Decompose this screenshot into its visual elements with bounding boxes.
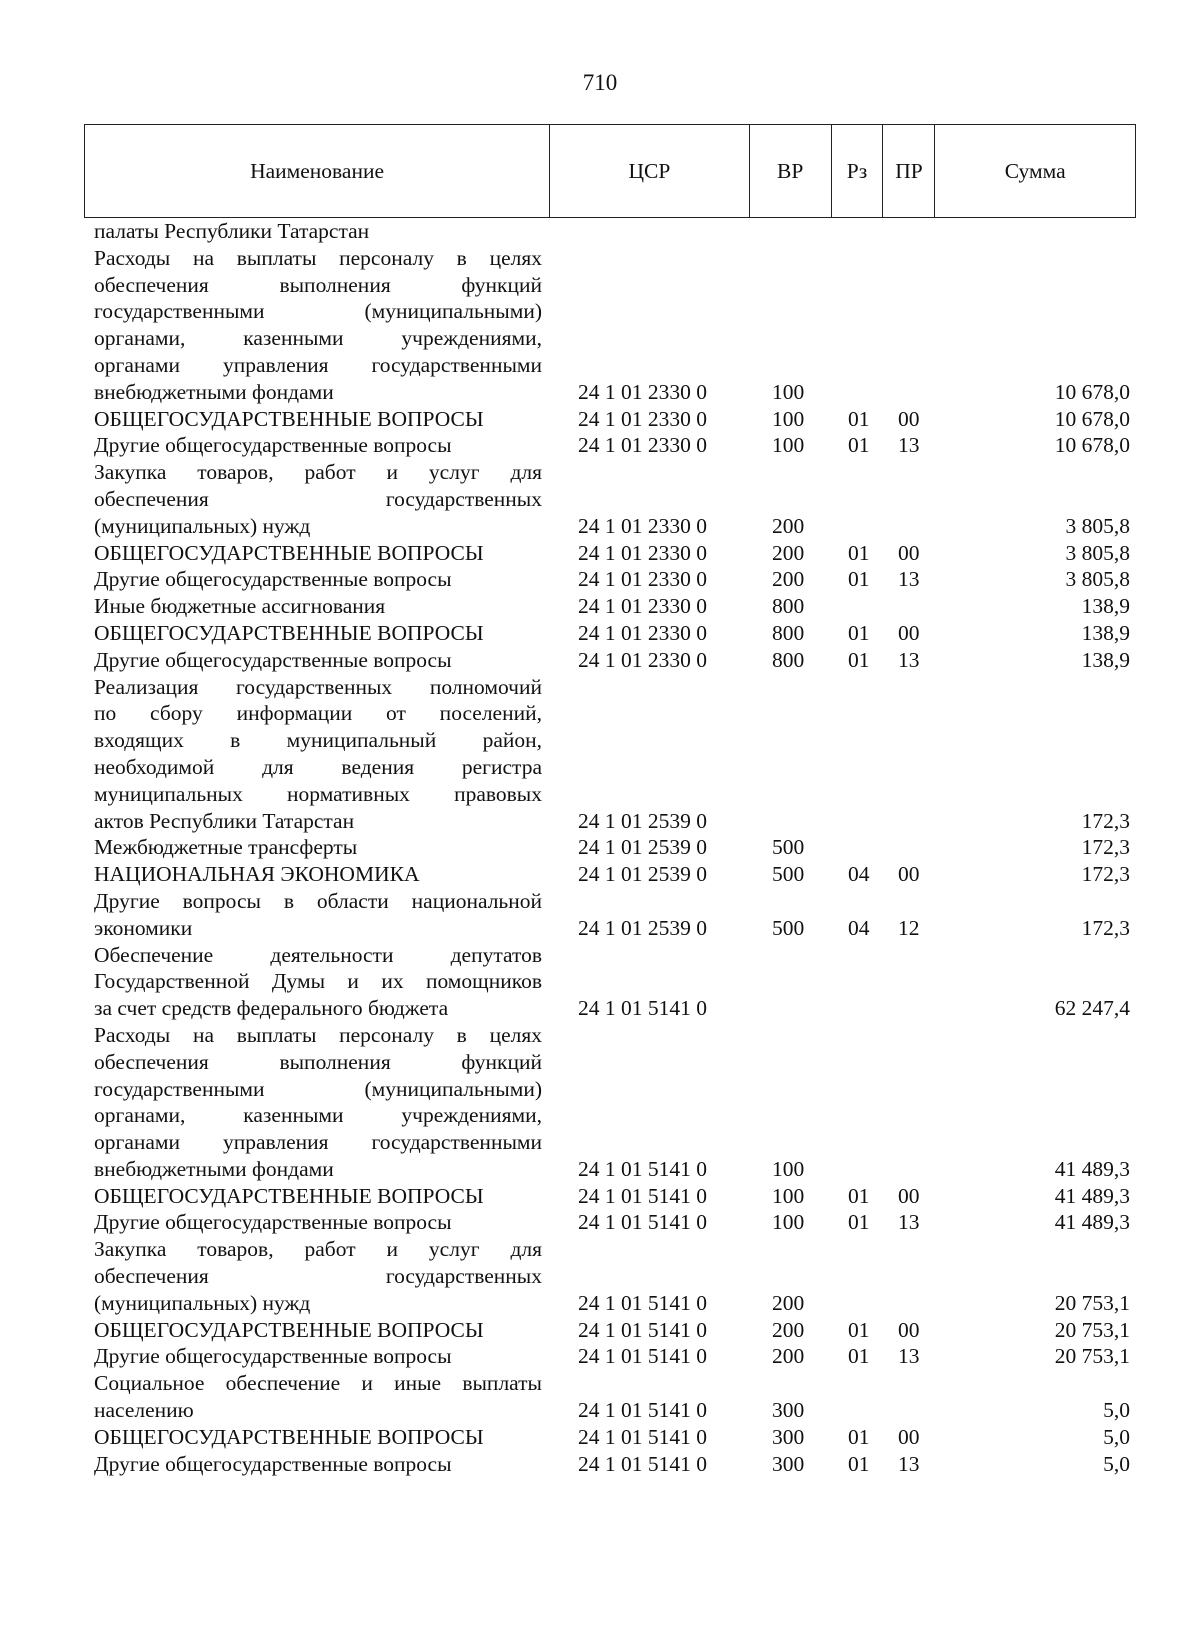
row-name [84,406,550,433]
row-vr: 100 [772,1210,805,1235]
row-pr: 00 [898,406,920,431]
table-row [84,406,1136,433]
row-vr: 300 [772,1424,805,1449]
row-sum: 138,9 [1081,647,1130,672]
row-rz: 01 [848,647,870,672]
row-sum: 3 805,8 [1065,567,1130,592]
page-number: 710 [582,70,618,95]
row-csr: 24 1 01 5141 0 [578,1290,707,1315]
row-name-line: Другие общегосударственные вопросы [94,567,452,592]
row-sum: 172,3 [1081,915,1130,940]
row-name [84,1183,550,1210]
row-pr: 00 [898,620,920,645]
row-name-line: органами управления государственными [94,1130,542,1155]
row-name-line: по сбору информации от поселений, [94,701,542,726]
row-vr: 100 [772,406,805,431]
row-name-line: Реализация государственных полномочий [94,674,542,699]
row-sum: 5,0 [1103,1424,1130,1449]
row-vr: 800 [772,620,805,645]
row-rz: 01 [848,540,870,565]
row-sum: 3 805,8 [1065,540,1130,565]
row-rz: 01 [848,1317,870,1342]
row-csr: 24 1 01 2330 0 [578,379,707,404]
row-name-line: Другие общегосударственные вопросы [94,433,452,458]
row-vr: 500 [772,835,805,860]
table-row [84,593,1136,620]
header-rz: Рз [832,125,884,217]
row-name [84,218,550,245]
table-row [84,1236,1136,1316]
row-name-line: ОБЩЕГОСУДАРСТВЕННЫЕ ВОПРОСЫ [94,1317,484,1342]
row-name [84,1424,550,1451]
row-vr: 200 [772,513,805,538]
row-name-line: внебюджетными фондами [94,379,334,404]
table-row [84,1424,1136,1451]
row-name [84,1451,550,1478]
row-sum: 172,3 [1081,835,1130,860]
table-row [84,566,1136,593]
row-name [84,1209,550,1236]
row-vr: 200 [772,567,805,592]
row-csr: 24 1 01 2539 0 [578,835,707,860]
row-name-line: государственными (муниципальными) [94,299,542,324]
row-sum: 3 805,8 [1065,513,1130,538]
row-rz: 01 [848,1451,870,1476]
row-vr: 800 [772,647,805,672]
row-csr: 24 1 01 2330 0 [578,647,707,672]
table-row [84,432,1136,459]
row-name [84,1317,550,1344]
row-rz: 01 [848,1210,870,1235]
row-rz: 01 [848,567,870,592]
row-name-line: обеспечения выполнения функций [94,1049,542,1074]
row-vr: 100 [772,379,805,404]
row-vr: 200 [772,1290,805,1315]
row-name [84,1370,550,1424]
table-row [84,1209,1136,1236]
row-name-line: обеспечения выполнения функций [94,272,542,297]
table-row [84,218,1136,245]
row-pr: 13 [898,647,920,672]
row-sum: 10 678,0 [1054,406,1130,431]
row-csr: 24 1 01 2330 0 [578,620,707,645]
table-row [84,1343,1136,1370]
table-row [84,1183,1136,1210]
row-pr: 13 [898,567,920,592]
row-rz: 01 [848,406,870,431]
table-row [84,1451,1136,1478]
row-name-line: (муниципальных) нужд [94,513,311,538]
row-vr: 200 [772,1317,805,1342]
row-name [84,1236,550,1316]
row-name [84,566,550,593]
row-name-line: Государственной Думы и их помощников [94,969,542,994]
row-sum: 62 247,4 [1054,996,1130,1021]
row-name-line: Другие общегосударственные вопросы [94,1210,452,1235]
row-name-line: Расходы на выплаты персоналу в целях [94,245,542,270]
row-name-line: Обеспечение деятельности депутатов [94,942,542,967]
row-name-line: Закупка товаров, работ и услуг для [94,460,542,485]
row-pr: 13 [898,433,920,458]
table-row [84,459,1136,539]
row-name-line: Межбюджетные трансферты [94,835,358,860]
row-csr: 24 1 01 2330 0 [578,406,707,431]
row-name [84,834,550,861]
row-name-line: населению [94,1398,194,1423]
row-name-line: Другие общегосударственные вопросы [94,647,452,672]
row-name-line: НАЦИОНАЛЬНАЯ ЭКОНОМИКА [94,862,420,887]
row-name-line: Другие вопросы в области национальной [94,888,542,913]
row-sum: 20 753,1 [1054,1344,1130,1369]
row-rz: 01 [848,1183,870,1208]
table-row [84,674,1136,835]
row-csr: 24 1 01 2330 0 [578,540,707,565]
row-name-line: муниципальных нормативных правовых [94,781,542,806]
row-pr: 13 [898,1344,920,1369]
row-name-line: Социальное обеспечение и иные выплаты [94,1371,542,1396]
row-sum: 41 489,3 [1054,1183,1130,1208]
row-pr: 12 [898,915,920,940]
header-name: Наименование [85,125,550,217]
row-name-line: органами управления государственными [94,352,542,377]
row-name [84,620,550,647]
row-name [84,1343,550,1370]
row-name-line: обеспечения государственных [94,1264,542,1289]
row-vr: 500 [772,915,805,940]
table-row [84,540,1136,567]
row-sum: 20 753,1 [1054,1290,1130,1315]
row-name-line: ОБЩЕГОСУДАРСТВЕННЫЕ ВОПРОСЫ [94,1183,484,1208]
row-name-line: органами, казенными учреждениями, [94,326,542,351]
budget-table [84,124,1136,1477]
table-row [84,861,1136,888]
table-header [84,124,1136,218]
row-name-line: экономики [94,915,193,940]
row-name-line: ОБЩЕГОСУДАРСТВЕННЫЕ ВОПРОСЫ [94,620,484,645]
row-pr: 13 [898,1451,920,1476]
row-name-line: за счет средств федерального бюджета [94,996,449,1021]
row-vr: 200 [772,1344,805,1369]
table-row [84,245,1136,406]
row-sum: 172,3 [1081,808,1130,833]
table-row [84,942,1136,1022]
row-name-line: ОБЩЕГОСУДАРСТВЕННЫЕ ВОПРОСЫ [94,406,484,431]
row-name-line: органами, казенными учреждениями, [94,1103,542,1128]
table-row [84,1317,1136,1344]
row-name-line: Расходы на выплаты персоналу в целях [94,1022,542,1047]
row-csr: 24 1 01 5141 0 [578,996,707,1021]
row-name-line: ОБЩЕГОСУДАРСТВЕННЫЕ ВОПРОСЫ [94,540,484,565]
row-name [84,861,550,888]
row-sum: 138,9 [1081,620,1130,645]
row-name-line: палаты Республики Татарстан [94,219,370,243]
row-csr: 24 1 01 5141 0 [578,1451,707,1476]
row-sum: 41 489,3 [1054,1210,1130,1235]
row-pr: 00 [898,540,920,565]
row-name [84,888,550,942]
row-sum: 10 678,0 [1054,433,1130,458]
row-name-line: (муниципальных) нужд [94,1290,311,1315]
table-body [84,218,1136,1477]
row-csr: 24 1 01 5141 0 [578,1317,707,1342]
row-csr: 24 1 01 5141 0 [578,1398,707,1423]
row-vr: 100 [772,433,805,458]
row-vr: 800 [772,594,805,619]
row-pr: 00 [898,1317,920,1342]
row-sum: 10 678,0 [1054,379,1130,404]
row-name [84,647,550,674]
row-csr: 24 1 01 5141 0 [578,1156,707,1181]
row-name-line: актов Республики Татарстан [94,808,355,833]
row-rz: 01 [848,1344,870,1369]
row-rz: 01 [848,620,870,645]
row-csr: 24 1 01 5141 0 [578,1424,707,1449]
header-pr: ПР [883,125,935,217]
row-name-line: Другие общегосударственные вопросы [94,1344,452,1369]
row-sum: 172,3 [1081,862,1130,887]
table-row [84,1022,1136,1183]
row-pr: 00 [898,1424,920,1449]
row-name-line: Закупка товаров, работ и услуг для [94,1237,542,1262]
row-rz: 01 [848,433,870,458]
row-vr: 100 [772,1156,805,1181]
row-name-line: Другие общегосударственные вопросы [94,1451,452,1476]
row-name [84,1022,550,1183]
table-row [84,647,1136,674]
row-csr: 24 1 01 5141 0 [578,1344,707,1369]
row-name-line: государственными (муниципальными) [94,1076,542,1101]
row-csr: 24 1 01 2330 0 [578,567,707,592]
row-name-line: необходимой для ведения регистра [94,754,542,779]
row-csr: 24 1 01 2539 0 [578,808,707,833]
row-name [84,459,550,539]
row-name [84,674,550,835]
header-vr: ВР [750,125,832,217]
row-csr: 24 1 01 2330 0 [578,433,707,458]
row-sum: 20 753,1 [1054,1317,1130,1342]
row-csr: 24 1 01 2539 0 [578,915,707,940]
row-csr: 24 1 01 5141 0 [578,1210,707,1235]
row-sum: 5,0 [1103,1451,1130,1476]
row-sum: 138,9 [1081,594,1130,619]
row-vr: 500 [772,862,805,887]
row-name [84,593,550,620]
row-name-line: Иные бюджетные ассигнования [94,594,386,619]
row-sum: 5,0 [1103,1398,1130,1423]
row-name [84,245,550,406]
row-name-line: внебюджетными фондами [94,1156,334,1181]
row-vr: 100 [772,1183,805,1208]
table-row [84,1370,1136,1424]
row-csr: 24 1 01 2330 0 [578,513,707,538]
header-sum: Сумма [1004,158,1066,183]
table-row [84,834,1136,861]
row-sum: 41 489,3 [1054,1156,1130,1181]
row-csr: 24 1 01 2330 0 [578,594,707,619]
row-name-line: ОБЩЕГОСУДАРСТВЕННЫЕ ВОПРОСЫ [94,1424,484,1449]
header-csr: ЦСР [550,125,750,217]
row-rz: 04 [848,915,870,940]
row-vr: 200 [772,540,805,565]
row-pr: 13 [898,1210,920,1235]
row-pr: 00 [898,862,920,887]
table-row [84,888,1136,942]
row-name-line: обеспечения государственных [94,486,542,511]
row-vr: 300 [772,1451,805,1476]
row-rz: 04 [848,862,870,887]
row-csr: 24 1 01 5141 0 [578,1183,707,1208]
row-name [84,942,550,1022]
row-csr: 24 1 01 2539 0 [578,862,707,887]
row-name [84,432,550,459]
row-vr: 300 [772,1398,805,1423]
row-name [84,540,550,567]
table-row [84,620,1136,647]
row-name-line: входящих в муниципальный район, [94,728,542,753]
row-pr: 00 [898,1183,920,1208]
row-rz: 01 [848,1424,870,1449]
